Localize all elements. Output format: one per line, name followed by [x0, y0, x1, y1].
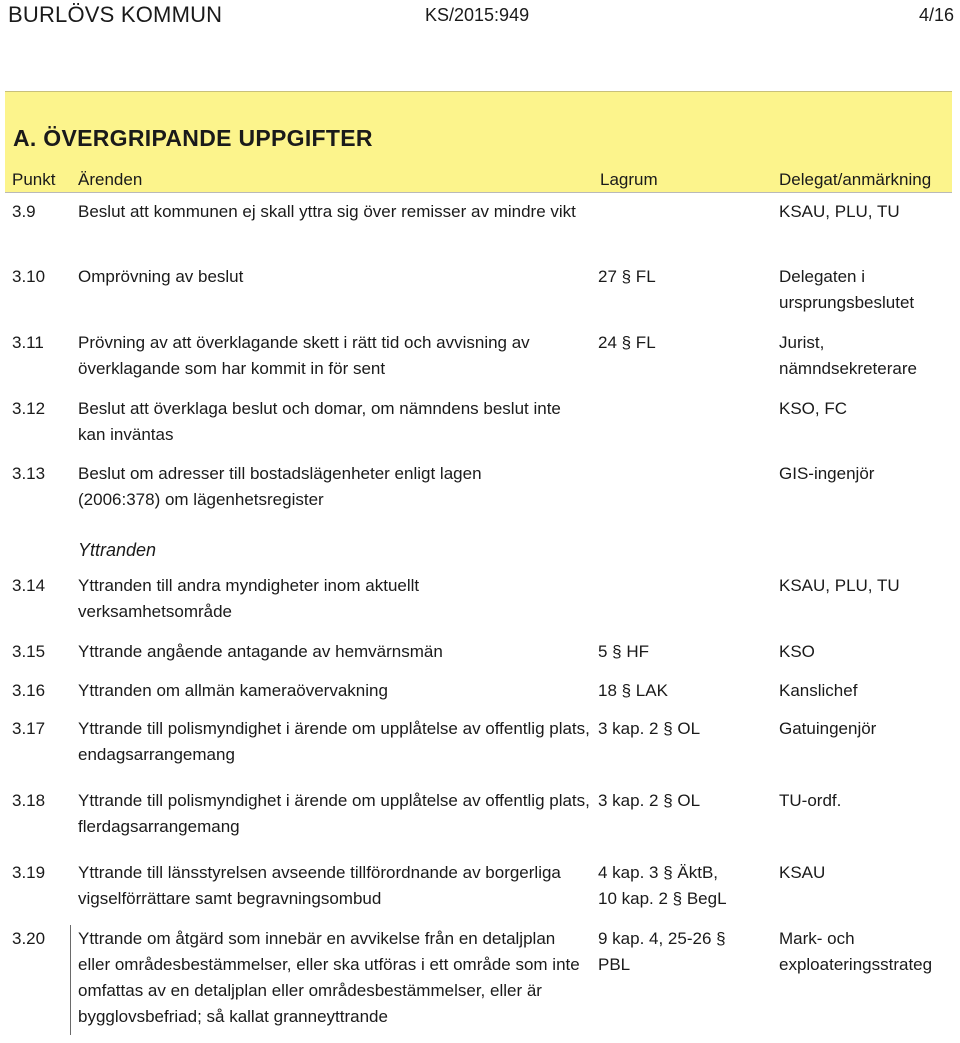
row-arende: Yttrande om åtgärd som innebär en avvikelse från en detaljplan eller områdesbestämmelser, eller ska utföras i ett område som inte omfattas av en detaljplan eller områdesbestämmelser, eller är bygglovsbefriad; så kallat granneyttrande [78, 929, 580, 1026]
row-punkt: 3.10 [12, 267, 46, 286]
row-lagrum: 27 § FL [598, 267, 656, 286]
section-header-band [5, 91, 952, 193]
row-punkt: 3.11 [12, 333, 44, 352]
row-delegat: KSAU [779, 863, 826, 882]
header-divider [5, 192, 952, 193]
section-title: A. ÖVERGRIPANDE UPPGIFTER [13, 125, 373, 151]
org-name: BURLÖVS KOMMUN [8, 2, 223, 27]
column-header-lagrum: Lagrum [600, 170, 658, 189]
row-arende: Yttrande angående antagande av hemvärnsmän [78, 642, 443, 661]
row-lagrum: 3 kap. 2 § OL [598, 719, 701, 738]
page-number: 4/16 [918, 5, 954, 25]
row-lagrum: 5 § HF [598, 642, 650, 661]
row-delegat: Jurist, nämndsekreterare [779, 333, 917, 378]
row-delegat: Delegaten i ursprungsbeslutet [779, 267, 915, 312]
row-delegat: GIS-ingenjör [779, 464, 875, 483]
column-header-delegat: Delegat/anmärkning [779, 170, 932, 189]
row-lagrum: 24 § FL [598, 333, 656, 352]
row-punkt: 3.12 [12, 399, 46, 418]
row-punkt: 3.15 [12, 642, 46, 661]
row-punkt: 3.20 [12, 929, 46, 948]
row-delegat: KSAU, PLU, TU [779, 202, 900, 221]
row-punkt: 3.13 [12, 464, 46, 483]
row-delegat: KSAU, PLU, TU [779, 576, 900, 595]
row-lagrum: 3 kap. 2 § OL [598, 791, 701, 810]
column-header-arenden: Ärenden [78, 170, 143, 189]
case-number: KS/2015:949 [425, 5, 530, 25]
row-arende: Yttrande till polismyndighet i ärende om upplåtelse av offentlig plats, flerdagsarrangemang [78, 791, 590, 836]
row-lagrum: 18 § LAK [598, 681, 668, 700]
row-arende: Yttrande till polismyndighet i ärende om upplåtelse av offentlig plats, endagsarrangemang [78, 719, 590, 764]
row-delegat: Mark- och exploateringsstrateg [779, 929, 933, 974]
row-punkt: 3.14 [12, 576, 46, 595]
row-punkt: 3.16 [12, 681, 46, 700]
row-arende: Yttrande till länsstyrelsen avseende tillförordnande av borgerliga vigselförrättare samt begravningsombud [78, 863, 561, 908]
page-header [0, 0, 960, 36]
row-punkt: 3.17 [12, 719, 46, 738]
column-header-punkt: Punkt [12, 170, 56, 189]
row-arende: Beslut att överklaga beslut och domar, om nämndens beslut inte kan inväntas [78, 399, 561, 444]
row-delegat: Kanslichef [779, 681, 858, 700]
subheading-yttranden: Yttranden [78, 540, 157, 560]
row-arende: Beslut att kommunen ej skall yttra sig över remisser av mindre vikt [78, 202, 576, 221]
row-arende: Yttranden till andra myndigheter inom aktuellt verksamhetsområde [78, 576, 420, 621]
row-delegat: KSO, FC [779, 399, 848, 418]
row-arende: Yttranden om allmän kameraövervakning [78, 681, 388, 700]
row-punkt: 3.9 [12, 202, 36, 221]
row-delegat: Gatuingenjör [779, 719, 877, 738]
row-arende: Beslut om adresser till bostadslägenheter enligt lagen (2006:378) om lägenhetsregister [78, 464, 482, 509]
row-arende: Prövning av att överklagande skett i rätt tid och avvisning av överklagande som har kommit in för sent [78, 333, 530, 378]
row-punkt: 3.19 [12, 863, 46, 882]
row-lagrum: 4 kap. 3 § ÄktB, 10 kap. 2 § BegL [598, 863, 727, 908]
row-lagrum: 9 kap. 4, 25-26 § PBL [598, 929, 726, 974]
row-delegat: TU-ordf. [779, 791, 842, 810]
row-arende: Omprövning av beslut [78, 267, 244, 286]
row-punkt: 3.18 [12, 791, 46, 810]
row-delegat: KSO [779, 642, 815, 661]
